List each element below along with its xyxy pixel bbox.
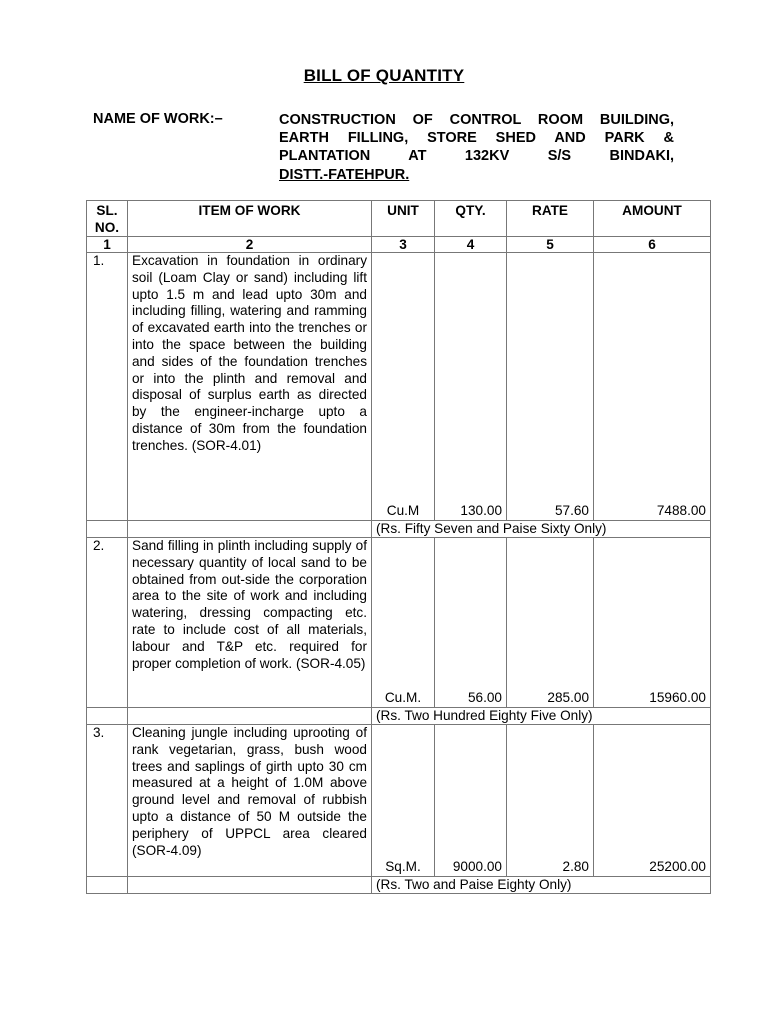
row-sl-no: 2. [87, 538, 128, 708]
row-sl-no: 3. [87, 725, 128, 877]
row-unit: Cu.M. [372, 538, 435, 708]
column-number: 3 [372, 237, 435, 253]
header-item-of-work: ITEM OF WORK [128, 201, 372, 237]
header-sl-no: SL. NO. [87, 201, 128, 237]
header-qty: QTY. [435, 201, 507, 237]
name-of-work-line: PARK & PLANTATION AT 132KV S/S BINDAKI, [279, 130, 674, 165]
rate-in-words-row [87, 521, 711, 538]
table-row [87, 538, 711, 708]
name-of-work-line: BUILDING, EARTH FILLING, STORE SHED AND [279, 112, 674, 147]
column-number: 1 [87, 237, 128, 253]
row-unit: Cu.M [372, 253, 435, 521]
row-rate: 285.00 [507, 538, 594, 708]
row-amount: 25200.00 [594, 725, 711, 877]
table-row [87, 725, 711, 877]
name-of-work-text [279, 111, 674, 184]
document-title: BILL OF QUANTITY [303, 66, 465, 85]
column-number-row [87, 237, 711, 253]
column-number: 5 [507, 237, 594, 253]
rate-in-words: (Rs. Two and Paise Eighty Only) [372, 877, 711, 894]
rate-in-words-row [87, 877, 711, 894]
name-of-work-line: CONSTRUCTION OF CONTROL ROOM [279, 112, 584, 128]
row-item-description: Cleaning jungle including uprooting of rank vegetarian, grass, bush wood trees and saplings of girth upto 30 cm measured at a height of 1.0M above ground level and removal of rubbish upto a distance of 50 M outside the periphery of UPPCL area cleared (SOR-4.09) [128, 725, 372, 877]
row-qty: 130.00 [435, 253, 507, 521]
row-rate: 57.60 [507, 253, 594, 521]
header-unit: UNIT [372, 201, 435, 237]
column-number: 6 [594, 237, 711, 253]
column-number: 2 [128, 237, 372, 253]
row-qty: 9000.00 [435, 725, 507, 877]
row-amount: 7488.00 [594, 253, 711, 521]
rate-in-words: (Rs. Fifty Seven and Paise Sixty Only) [372, 521, 711, 538]
bill-of-quantity-table [86, 200, 711, 894]
row-rate: 2.80 [507, 725, 594, 877]
row-item-description: Sand filling in plinth including supply of necessary quantity of local sand to be obtained from out-side the corporation area to the site of work and including watering, dressing compacting etc. rate to include cost of all materials, labour and T&P etc. required for proper completion of work. (SOR-4.05) [128, 538, 372, 708]
row-sl-no: 1. [87, 253, 128, 521]
name-of-work-line: DISTT.-FATEHPUR. [279, 166, 410, 183]
row-qty: 56.00 [435, 538, 507, 708]
rate-in-words-row [87, 708, 711, 725]
rate-in-words: (Rs. Two Hundred Eighty Five Only) [372, 708, 711, 725]
row-unit: Sq.M. [372, 725, 435, 877]
header-amount: AMOUNT [594, 201, 711, 237]
column-number: 4 [435, 237, 507, 253]
row-amount: 15960.00 [594, 538, 711, 708]
header-rate: RATE [507, 201, 594, 237]
table-row [87, 253, 711, 521]
name-of-work-label: NAME OF WORK:– [93, 111, 223, 127]
row-item-description: Excavation in foundation in ordinary soil (Loam Clay or sand) including lift upto 1.5 m and lead upto 30m and including filling, watering and ramming of excavated earth into the trenches or into the space between the building and sides of the foundation trenches or into the plinth and removal and disposal of surplus earth as directed by the engineer-incharge upto a distance of 30m from the foundation trenches. (SOR-4.01) [128, 253, 372, 521]
